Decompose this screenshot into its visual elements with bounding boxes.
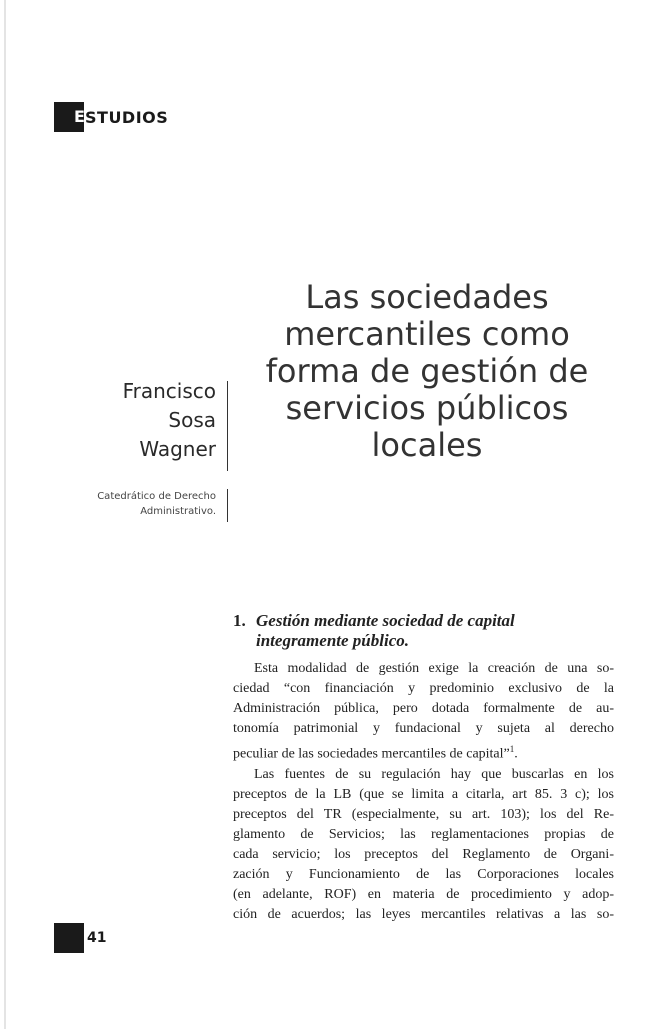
- text-line: ciedad “con financiación y predominio exclusivo de la: [233, 681, 614, 696]
- sentence-end: .: [514, 746, 518, 762]
- author-line: Francisco: [122, 379, 216, 403]
- affiliation-line: Administrativo.: [140, 506, 216, 517]
- text-line-end: [233, 739, 614, 765]
- body-text: [233, 659, 614, 925]
- text-line: Administración pública, pero dotada formalmente de au-: [233, 701, 614, 716]
- text-line: preceptos de la LB (que se limita a citarla, art 85. 3 c); los: [233, 786, 614, 802]
- heading-line: integramente público.: [256, 631, 409, 650]
- author-affiliation: [60, 489, 216, 519]
- author-line: Wagner: [139, 437, 216, 461]
- text-line: peculiar de las sociedades mercantiles de capital”: [233, 746, 510, 762]
- page-footer: [54, 923, 106, 953]
- heading-text: [256, 611, 515, 651]
- paragraph: [233, 765, 614, 925]
- author-divider: [227, 381, 228, 471]
- text-line: zación y Funcionamiento de las Corporaciones locales: [233, 866, 614, 882]
- article-title: [244, 279, 610, 464]
- section-header: [54, 102, 168, 132]
- section-label: STUDIOS: [85, 107, 169, 127]
- section-initial: E: [74, 107, 85, 126]
- text-line: (en adelante, ROF) en materia de procedimiento y adop-: [233, 886, 614, 902]
- author-name: [100, 377, 216, 464]
- text-line: Esta modalidad de gestión exige la creación de una so-: [254, 661, 614, 676]
- text-line: Las fuentes de su regulación hay que buscarlas en los: [254, 766, 614, 782]
- title-line: Las sociedades: [305, 278, 549, 316]
- author-line: Sosa: [168, 408, 216, 432]
- affiliation-divider: [227, 489, 228, 522]
- text-line: tonomía patrimonial y fundacional y sujeta al derecho: [233, 721, 614, 736]
- title-line: forma de gestión de: [265, 352, 589, 390]
- title-line: locales: [371, 426, 483, 464]
- heading-line: Gestión mediante sociedad de capital: [256, 611, 515, 630]
- text-line: cada servicio; los preceptos del Reglamento de Organi-: [233, 846, 614, 862]
- text-line: preceptos del TR (especialmente, su art. 103); los del Re-: [233, 806, 614, 822]
- affiliation-line: Catedrático de Derecho: [97, 491, 216, 502]
- title-line: mercantiles como: [284, 315, 570, 353]
- paragraph: [233, 659, 614, 765]
- footer-block: [54, 923, 84, 953]
- title-line: servicios públicos: [285, 389, 569, 427]
- page-number: 41: [87, 930, 107, 946]
- footnote-ref[interactable]: 1: [509, 744, 515, 754]
- section-block: [54, 102, 84, 132]
- page-edge: [4, 0, 6, 1029]
- text-line: ción de acuerdos; las leyes mercantiles relativas a las so-: [233, 906, 614, 922]
- text-line: glamento de Servicios; las reglamentaciones propias de: [233, 826, 614, 842]
- heading-number: 1.: [233, 611, 246, 630]
